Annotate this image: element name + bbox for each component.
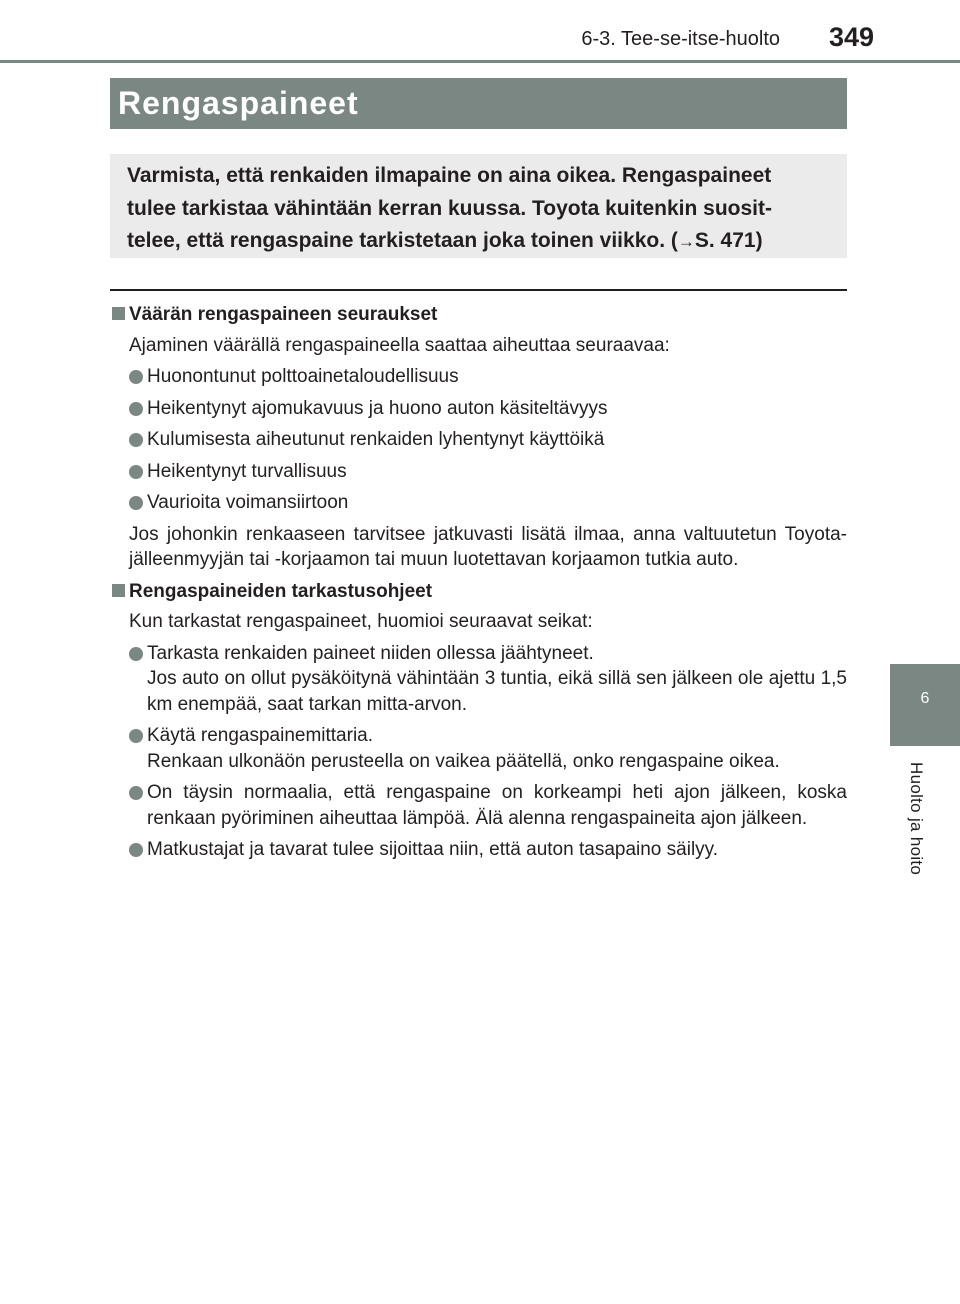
list-item-detail: Jos auto on ollut pysäköitynä vähintään 3 tuntia, eikä sillä sen jälkeen ole ajettu 1,5 km enempää, saat tarkan mitta-arvon. xyxy=(147,668,847,715)
square-bullet-icon xyxy=(112,584,125,597)
list-item-text: Heikentynyt turvallisuus xyxy=(147,460,347,482)
title-bar xyxy=(110,78,847,129)
chapter-tab[interactable] xyxy=(890,664,960,746)
list-item-text: Kulumisesta aiheutunut renkaiden lyhentynyt käyttöikä xyxy=(147,429,605,450)
chapter-label: Huolto ja hoito xyxy=(907,762,926,876)
list-item xyxy=(110,641,847,718)
section-heading xyxy=(110,302,847,328)
circle-bullet-icon xyxy=(129,433,143,447)
arrow-right-icon: → xyxy=(677,232,695,251)
section-intro: Ajaminen väärällä rengaspaineella saattaa aiheuttaa seuraavaa: xyxy=(129,334,670,356)
intro-box xyxy=(110,154,847,258)
main-content xyxy=(110,302,847,869)
list-item-text: Matkustajat ja tavarat tulee sijoittaa niin, että auton tasapaino säilyy. xyxy=(147,839,719,860)
list-item-text: Heikentynyt ajomukavuus ja huono auton käsiteltävyys xyxy=(147,397,608,419)
list-item xyxy=(110,490,847,516)
intro-line-3 xyxy=(127,225,833,259)
page-reference-link[interactable]: S. 471) xyxy=(694,229,763,252)
list-item-text: Käytä rengaspainemittaria. xyxy=(147,725,374,746)
intro-line-2: tulee tarkistaa vähintään kerran kuussa. Toyota kuitenkin suosit- xyxy=(127,196,772,220)
list-item-text: Tarkasta renkaiden paineet niiden ollessa jäähtyneet. xyxy=(147,642,594,664)
intro-line-3-text: telee, että rengaspaine tarkistetaan joka toinen viikko. ( xyxy=(127,229,678,252)
chapter-number: 6 xyxy=(920,690,930,707)
list-item xyxy=(110,723,847,774)
section-heading xyxy=(110,579,847,605)
circle-bullet-icon xyxy=(129,370,143,384)
header-section-title: 6-3. Tee-se-itse-huolto xyxy=(581,28,780,50)
circle-bullet-icon xyxy=(129,496,143,510)
header-rule xyxy=(0,60,960,63)
list-item-text: Vaurioita voimansiirtoon xyxy=(147,492,349,513)
list-item xyxy=(110,837,847,863)
list-item-text: On täysin normaalia, että rengaspaine on korkeampi heti ajon jälkeen, koska renkaan pyöriminen aiheuttaa lämpöä. Älä alenna rengaspaineita ajon jälkeen. xyxy=(147,782,847,829)
page-title: Rengaspaineet xyxy=(118,85,359,121)
list-item-text: Huonontunut polttoainetaloudellisuus xyxy=(147,366,459,387)
list-item xyxy=(110,459,847,485)
list-item xyxy=(110,364,847,390)
intro-line-1: Varmista, että renkaiden ilmapaine on aina oikea. Rengaspaineet xyxy=(127,164,772,187)
page-number: 349 xyxy=(829,22,875,52)
circle-bullet-icon xyxy=(129,647,143,661)
circle-bullet-icon xyxy=(129,843,143,857)
section-note: Jos johonkin renkaaseen tarvitsee jatkuvasti lisätä ilmaa, anna valtuutetun Toyota-jälleenmyyjän tai -korjaamon tai muun luotettavan korjaamon tutkia auto. xyxy=(129,523,847,570)
square-bullet-icon xyxy=(112,307,125,320)
circle-bullet-icon xyxy=(129,786,143,800)
section-intro: Kun tarkastat rengaspaineet, huomioi seuraavat seikat: xyxy=(129,611,593,632)
list-item xyxy=(110,396,847,422)
section-heading-text: Väärän rengaspaineen seuraukset xyxy=(129,304,438,325)
circle-bullet-icon xyxy=(129,729,143,743)
section-divider xyxy=(110,289,847,291)
circle-bullet-icon xyxy=(129,402,143,416)
section-heading-text: Rengaspaineiden tarkastusohjeet xyxy=(129,580,433,602)
circle-bullet-icon xyxy=(129,465,143,479)
list-item xyxy=(110,427,847,453)
list-item xyxy=(110,780,847,831)
list-item-detail: Renkaan ulkonäön perusteella on vaikea päätellä, onko rengaspaine oikea. xyxy=(147,750,780,772)
